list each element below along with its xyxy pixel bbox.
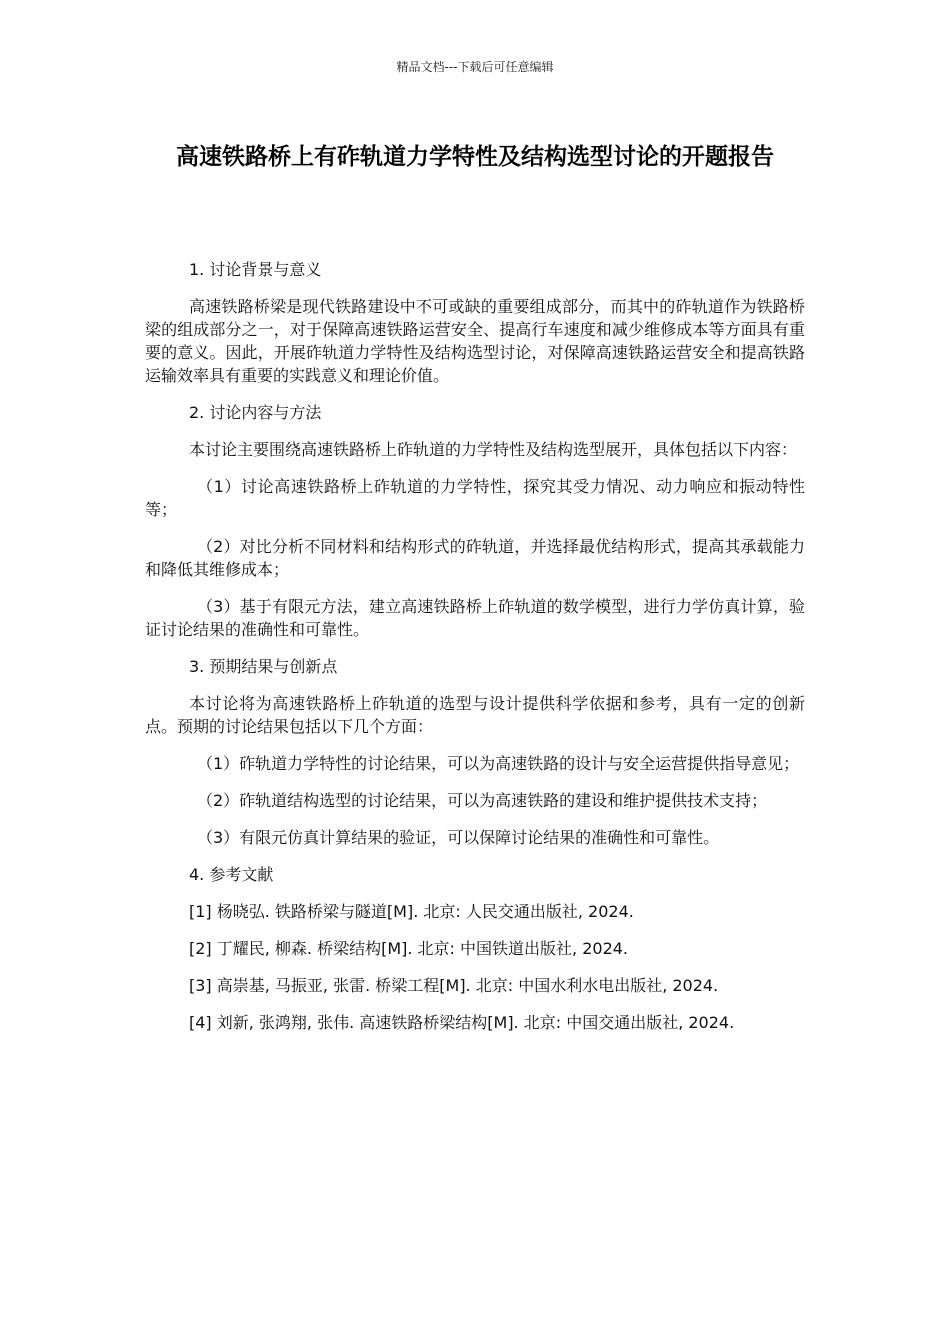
document-body bbox=[145, 258, 805, 1048]
section-heading-content-method: 2. 讨论内容与方法 bbox=[189, 403, 322, 422]
reference-item: [1] 杨晓弘. 铁路桥梁与隧道[M]. 北京: 人民交通出版社, 2024. bbox=[189, 902, 634, 921]
document-title: 高速铁路桥上有砟轨道力学特性及结构选型讨论的开题报告 bbox=[176, 144, 774, 170]
list-item-result-1: （1）砟轨道力学特性的讨论结果，可以为高速铁路的设计与安全运营提供指导意见； bbox=[197, 754, 800, 773]
section-heading-expected-results: 3. 预期结果与创新点 bbox=[189, 657, 338, 676]
list-item-content-3: （3）基于有限元方法，建立高速铁路桥上砟轨道的数学模型，进行力学仿真计算，验证讨论结果的准确性和可靠性。 bbox=[145, 597, 805, 639]
header-note: 精品文档---下载后可任意编辑 bbox=[396, 60, 554, 74]
list-item-result-3: （3）有限元仿真计算结果的验证，可以保障讨论结果的准确性和可靠性。 bbox=[197, 828, 720, 847]
list-item-content-1: （1）讨论高速铁路桥上砟轨道的力学特性，探究其受力情况、动力响应和振动特性等； bbox=[145, 477, 805, 519]
reference-item: [3] 高崇基, 马振亚, 张雷. 桥梁工程[M]. 北京: 中国水利水电出版社, 2024. bbox=[189, 976, 719, 995]
paragraph-content-intro: 本讨论主要围绕高速铁路桥上砟轨道的力学特性及结构选型展开，具体包括以下内容： bbox=[189, 440, 798, 459]
paragraph-expected-intro: 本讨论将为高速铁路桥上砟轨道的选型与设计提供科学依据和参考，具有一定的创新点。预期的讨论结果包括以下几个方面： bbox=[145, 694, 805, 736]
reference-item: [2] 丁耀民, 柳森. 桥梁结构[M]. 北京: 中国铁道出版社, 2024. bbox=[189, 939, 629, 958]
list-item-result-2: （2）砟轨道结构选型的讨论结果，可以为高速铁路的建设和维护提供技术支持； bbox=[197, 791, 768, 810]
reference-item: [4] 刘新, 张鸿翔, 张伟. 高速铁路桥梁结构[M]. 北京: 中国交通出版社, 2024. bbox=[189, 1013, 735, 1032]
list-item-content-2: （2）对比分析不同材料和结构形式的砟轨道，并选择最优结构形式，提高其承载能力和降低其维修成本； bbox=[145, 537, 805, 579]
paragraph-background: 高速铁路桥梁是现代铁路建设中不可或缺的重要组成部分，而其中的砟轨道作为铁路桥梁的组成部分之一，对于保障高速铁路运营安全、提高行车速度和减少维修成本等方面具有重要的意义。因此，开展砟轨道力学特性及结构选型讨论，对保障高速铁路运营安全和提高铁路运输效率具有重要的实践意义和理论价值。 bbox=[145, 297, 805, 385]
section-heading-references: 4. 参考文献 bbox=[189, 865, 274, 884]
section-heading-background: 1. 讨论背景与意义 bbox=[189, 260, 322, 279]
